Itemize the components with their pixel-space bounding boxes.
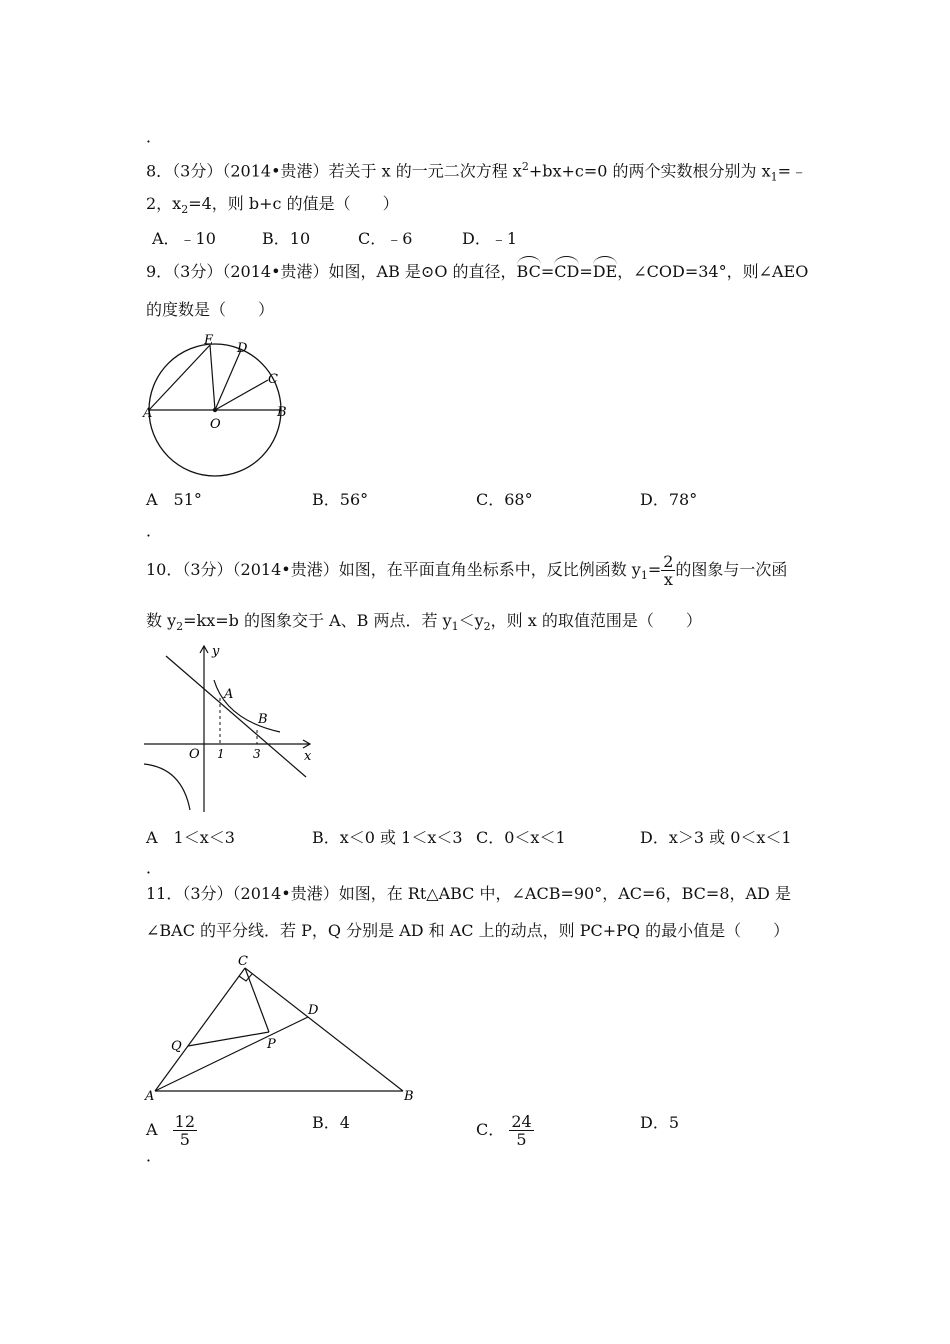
label-o: O <box>210 417 221 432</box>
bisector-ad <box>155 1017 308 1091</box>
q11-option-a-label: A <box>146 1120 158 1139</box>
label-1: 1 <box>217 747 225 761</box>
arc-bc: BC <box>516 262 541 281</box>
radius-oe <box>210 345 215 410</box>
arc-de: DE <box>592 262 618 281</box>
q9-option-c: C．68° <box>476 490 533 509</box>
q8-option-d: D．﹣1 <box>462 229 518 248</box>
label-a: A <box>224 687 234 702</box>
label-p: P <box>267 1037 276 1052</box>
q11-dot: ． <box>146 1146 163 1165</box>
q11-line1: 11．（3分）（2014•贵港）如图，在 Rt△ABC 中，∠ACB=90°，AC=6，BC=8，AD 是 <box>146 884 791 903</box>
q10-sub3: 1 <box>451 620 459 634</box>
q8-option-c: C．﹣6 <box>358 229 413 248</box>
q8-line2-text: 2，x <box>146 194 182 213</box>
q9-option-a: A 51° <box>146 490 202 509</box>
q10-sub4: 2 <box>483 620 491 634</box>
label-d: D <box>237 341 248 356</box>
label-a: A <box>145 1089 155 1104</box>
radius-od <box>215 350 241 410</box>
frac-denominator: x <box>663 570 673 589</box>
q10-line2-mid: =kx=b 的图象交于 A、B 两点．若 y <box>183 611 452 630</box>
q8-sub2: 2 <box>181 203 189 217</box>
q9-option-b: B．56° <box>312 490 369 509</box>
q9-eq2: = <box>579 262 593 281</box>
label-o: O <box>189 747 200 762</box>
q10-option-b: B．x＜0 或 1＜x＜3 <box>312 828 463 847</box>
center-point <box>213 408 217 412</box>
q11-line2: ∠BAC 的平分线．若 P，Q 分别是 AD 和 AC 上的动点，则 PC+PQ 的最小值是（ ） <box>146 921 790 940</box>
q8-text-mid: +bx+c=0 的两个实数根分别为 x <box>528 161 771 181</box>
label-c: C <box>238 954 248 969</box>
q11-option-d: D．5 <box>640 1113 680 1132</box>
stray-dot: ． <box>146 127 163 146</box>
q9-eq1: = <box>540 262 555 281</box>
label-q: Q <box>171 1039 182 1054</box>
q8-text: 8．（3分）（2014•贵港）若关于 x 的一元二次方程 x <box>146 161 522 181</box>
q10-line2-end: ，则 x 的取值范围是（ ） <box>490 611 702 630</box>
label-y: y <box>212 644 220 659</box>
q11-c-denominator: 5 <box>516 1130 527 1149</box>
q10-option-c: C．0＜x＜1 <box>476 828 566 847</box>
frac-numerator: 2 <box>663 552 674 571</box>
radius-oc <box>215 380 268 410</box>
q10-option-d: D．x＞3 或 0＜x＜1 <box>640 828 792 847</box>
label-b: B <box>258 712 268 727</box>
q11-option-c-fraction <box>509 1113 533 1148</box>
q11-option-c <box>476 1113 534 1148</box>
q10-line2 <box>146 611 702 637</box>
q8-option-a: A．﹣10 <box>152 229 216 248</box>
q8-text-end: =﹣ <box>777 161 808 181</box>
q9-circle-figure <box>140 332 300 484</box>
hyperbola-branch-2 <box>144 764 190 810</box>
q9-option-d: D．78° <box>640 490 698 509</box>
q8-line1 <box>146 157 807 188</box>
q11-a-denominator: 5 <box>179 1130 190 1149</box>
q10-sub1: 1 <box>640 569 648 583</box>
linear-line <box>166 656 306 777</box>
label-x: x <box>304 749 312 764</box>
q8-line2-end: =4，则 b+c 的值是（ ） <box>188 194 399 213</box>
q8-line2 <box>146 194 399 220</box>
q9-text: 9．（3分）（2014•贵港）如图，AB 是⊙O 的直径， <box>146 262 517 281</box>
q8-sub1: 1 <box>770 170 778 184</box>
q10-line2-mid2: ＜y <box>458 611 484 630</box>
q10-line1 <box>146 550 787 590</box>
label-a: A <box>143 406 153 421</box>
segment-pq <box>188 1032 269 1046</box>
label-b: B <box>277 405 287 420</box>
q11-triangle-figure <box>140 950 430 1105</box>
label-e: E <box>204 333 214 348</box>
q8-option-b: B．10 <box>262 229 311 248</box>
fraction-2-over-x <box>661 553 675 588</box>
q10-line2-pre: 数 y <box>146 611 177 630</box>
label-d: D <box>308 1003 319 1018</box>
q10-dot: ． <box>146 858 163 877</box>
label-3: 3 <box>253 747 261 761</box>
q9-line1 <box>146 262 808 282</box>
q11-option-b: B．4 <box>312 1113 350 1132</box>
q10-eq: = <box>647 560 662 579</box>
q10-text-end: 的图象与一次函 <box>675 560 788 579</box>
arc-cd: CD <box>554 262 580 281</box>
q11-option-a-fraction <box>173 1113 197 1148</box>
q11-c-numerator: 24 <box>511 1112 532 1131</box>
q8-exponent: 2 <box>521 160 529 173</box>
side-ac <box>155 968 245 1091</box>
label-c: C <box>268 372 278 387</box>
q9-line2: 的度数是（ ） <box>146 300 275 319</box>
q9-dot: ． <box>146 521 163 540</box>
q11-option-c-label: C． <box>476 1120 505 1139</box>
label-b: B <box>404 1089 414 1104</box>
q11-a-numerator: 12 <box>174 1112 196 1131</box>
q10-graph-figure <box>140 640 320 818</box>
q9-text-end: ，∠COD=34°，则∠AEO <box>617 262 809 281</box>
q10-text: 10．（3分）（2014•贵港）如图，在平面直角坐标系中，反比例函数 y <box>146 560 641 579</box>
q10-sub2: 2 <box>176 620 184 634</box>
q10-option-a: A 1＜x＜3 <box>146 828 235 847</box>
